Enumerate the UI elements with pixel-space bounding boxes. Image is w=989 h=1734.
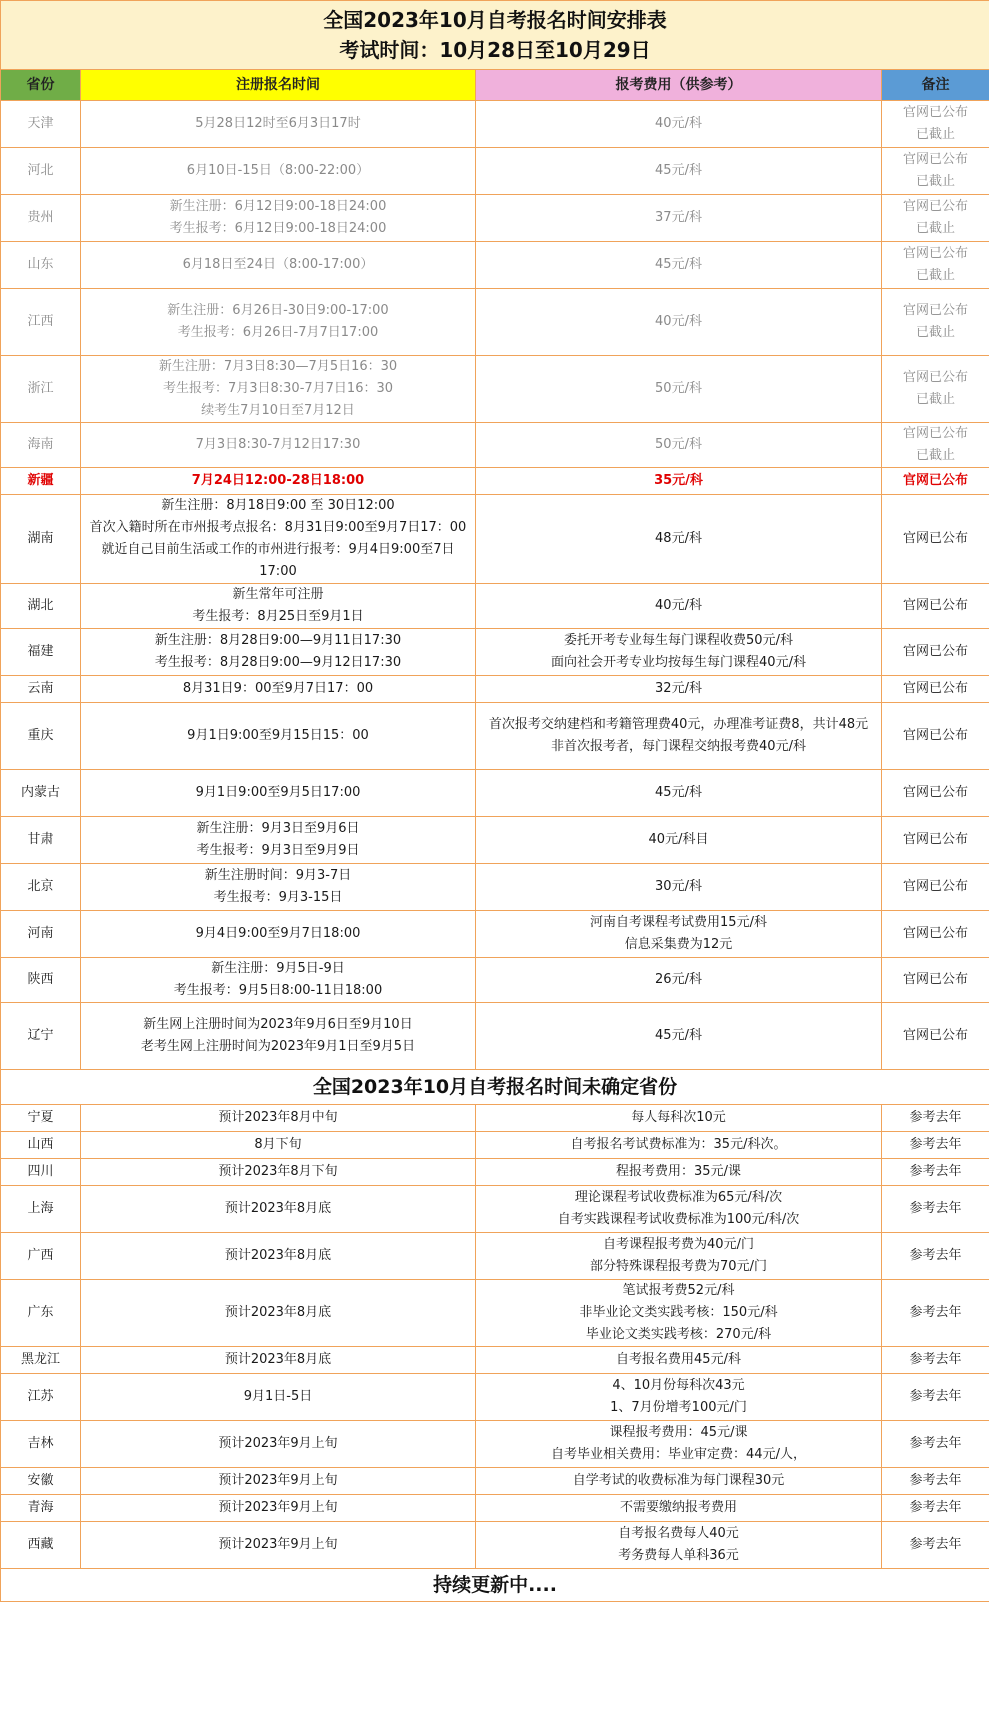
fee-cell-line: 课程报考费用：45元/课 <box>609 1425 748 1440</box>
note-cell <box>882 1186 989 1233</box>
register-time-cell-line: 8月下旬 <box>254 1137 302 1152</box>
table-row <box>1 770 989 817</box>
fee-cell-line: 考务费每人单科36元 <box>618 1548 739 1563</box>
table-row <box>1 1347 989 1374</box>
register-time-cell <box>81 584 476 629</box>
register-time-cell <box>81 817 476 864</box>
note-cell-line: 官网已公布 <box>902 681 968 696</box>
fee-cell-line: 面向社会开考专业均按每生每门课程40元/科 <box>551 655 806 670</box>
note-cell-line: 已截止 <box>915 221 955 236</box>
fee-cell <box>476 770 882 817</box>
note-cell-line: 官网已公布 <box>902 199 968 214</box>
note-cell <box>882 1159 989 1186</box>
fee-cell <box>476 584 882 629</box>
table-row <box>1 423 989 468</box>
note-cell <box>882 676 989 703</box>
table-row <box>1 1495 989 1522</box>
fee-cell-line: 委托开考专业每生每门课程收费50元/科 <box>564 633 793 648</box>
fee-cell <box>476 423 882 468</box>
footer-row <box>1 1569 989 1602</box>
note-cell <box>882 1468 989 1495</box>
register-time-cell <box>81 356 476 423</box>
register-time-cell <box>81 289 476 356</box>
note-cell <box>882 1003 989 1070</box>
province-cell: 浙江 <box>1 356 81 423</box>
register-time-cell <box>81 423 476 468</box>
register-time-cell-line: 预计2023年8月底 <box>224 1305 332 1320</box>
fee-cell-line: 45元/科 <box>655 257 702 272</box>
fee-cell <box>476 911 882 958</box>
note-cell-line: 已截止 <box>915 325 955 340</box>
fee-cell-line: 45元/科 <box>655 163 702 178</box>
fee-cell <box>476 958 882 1003</box>
table-row <box>1 1522 989 1569</box>
note-cell-line: 参考去年 <box>909 1500 962 1515</box>
note-cell-line: 参考去年 <box>909 1110 962 1125</box>
note-cell <box>882 1374 989 1421</box>
note-cell-line: 官网已公布 <box>902 644 968 659</box>
fee-cell <box>476 676 882 703</box>
note-cell-line: 参考去年 <box>909 1164 962 1179</box>
table-row <box>1 495 989 584</box>
note-cell-line: 已截止 <box>915 448 955 463</box>
register-time-cell <box>81 1522 476 1569</box>
table-row <box>1 584 989 629</box>
table-row <box>1 1105 989 1132</box>
note-cell <box>882 495 989 584</box>
province-cell: 湖北 <box>1 584 81 629</box>
table-row <box>1 676 989 703</box>
table-row <box>1 911 989 958</box>
fee-cell-line: 45元/科 <box>655 785 702 800</box>
fee-cell-line: 48元/科 <box>655 531 702 546</box>
fee-cell-line: 自学考试的收费标准为每门课程30元 <box>572 1473 785 1488</box>
fee-cell-line: 40元/科 <box>655 116 702 131</box>
header-province: 省份 <box>1 70 81 101</box>
register-time-cell <box>81 148 476 195</box>
register-time-cell-line: 考生报考：6月12日9:00-18日24:00 <box>169 221 387 236</box>
register-time-cell-line: 预计2023年8月底 <box>224 1201 332 1216</box>
province-cell: 黑龙江 <box>1 1347 81 1374</box>
province-cell: 重庆 <box>1 703 81 770</box>
province-cell: 福建 <box>1 629 81 676</box>
table-row <box>1 1159 989 1186</box>
note-cell-line: 官网已公布 <box>902 246 968 261</box>
note-cell-line: 官网已公布 <box>902 879 968 894</box>
register-time-cell-line: 新生注册：6月12日9:00-18日24:00 <box>169 199 387 214</box>
fee-cell-line: 每人每科次10元 <box>631 1110 726 1125</box>
fee-cell <box>476 1468 882 1495</box>
note-cell <box>882 1495 989 1522</box>
register-time-cell-line: 新生注册：7月3日8:30—7月5日16：30 <box>158 359 398 374</box>
table-row <box>1 1421 989 1468</box>
note-cell <box>882 1280 989 1347</box>
province-cell: 吉林 <box>1 1421 81 1468</box>
note-cell <box>882 242 989 289</box>
register-time-cell <box>81 1159 476 1186</box>
note-cell <box>882 1105 989 1132</box>
note-cell <box>882 1132 989 1159</box>
province-cell: 北京 <box>1 864 81 911</box>
register-time-cell <box>81 101 476 148</box>
register-time-cell <box>81 468 476 495</box>
province-cell: 江苏 <box>1 1374 81 1421</box>
register-time-cell-line: 预计2023年8月底 <box>224 1248 332 1263</box>
fee-cell <box>476 101 882 148</box>
register-time-cell-line: 预计2023年8月中旬 <box>218 1110 338 1125</box>
register-time-cell-line: 考生报考：8月25日至9月1日 <box>192 609 364 624</box>
note-cell-line: 官网已公布 <box>902 370 968 385</box>
fee-cell-line: 26元/科 <box>655 972 702 987</box>
register-time-cell <box>81 195 476 242</box>
register-time-cell <box>81 770 476 817</box>
province-cell: 河北 <box>1 148 81 195</box>
register-time-cell-line: 续考生7月10日至7月12日 <box>201 403 355 418</box>
note-cell-line: 已截止 <box>915 127 955 142</box>
note-cell <box>882 1421 989 1468</box>
fee-cell-line: 自考课程报考费为40元/门 <box>603 1237 754 1252</box>
province-cell: 山西 <box>1 1132 81 1159</box>
register-time-cell-line: 新生注册：6月26日-30日9:00-17:00 <box>167 303 389 318</box>
register-time-cell <box>81 676 476 703</box>
register-time-cell-line: 考生报考：8月28日9:00—9月12日17:30 <box>154 655 402 670</box>
note-cell-line: 官网已公布 <box>902 303 968 318</box>
register-time-cell-line: 8月31日9：00至9月7日17：00 <box>182 681 374 696</box>
fee-cell <box>476 629 882 676</box>
fee-cell <box>476 703 882 770</box>
register-time-cell-line: 就近自己目前生活或工作的市州进行报考：9月4日9:00至7日17:00 <box>101 542 455 579</box>
fee-cell-line: 37元/科 <box>655 210 702 225</box>
fee-cell-line: 自考报名费每人40元 <box>618 1526 739 1541</box>
register-time-cell <box>81 495 476 584</box>
province-cell: 甘肃 <box>1 817 81 864</box>
table-row <box>1 817 989 864</box>
register-time-cell <box>81 1421 476 1468</box>
register-time-cell-line: 7月24日12:00-28日18:00 <box>191 473 365 488</box>
fee-cell-line: 1、7月份增考100元/门 <box>610 1400 747 1415</box>
province-cell: 宁夏 <box>1 1105 81 1132</box>
table-row <box>1 1186 989 1233</box>
register-time-cell-line: 老考生网上注册时间为2023年9月1日至9月5日 <box>140 1039 416 1054</box>
register-time-cell-line: 6月10日-15日（8:00-22:00） <box>186 163 370 178</box>
note-cell <box>882 770 989 817</box>
note-cell-line: 官网已公布 <box>902 1028 968 1043</box>
note-cell-line: 参考去年 <box>909 1436 962 1451</box>
table-row <box>1 1233 989 1280</box>
register-time-cell-line: 5月28日12时至6月3日17时 <box>195 116 361 131</box>
register-time-cell <box>81 1186 476 1233</box>
province-cell: 辽宁 <box>1 1003 81 1070</box>
note-cell-line: 官网已公布 <box>902 531 968 546</box>
note-cell-line: 官网已公布 <box>902 785 968 800</box>
fee-cell <box>476 1280 882 1347</box>
register-time-cell-line: 6月18日至24日（8:00-17:00） <box>182 257 374 272</box>
fee-cell <box>476 1421 882 1468</box>
province-cell: 河南 <box>1 911 81 958</box>
note-cell-line: 已截止 <box>915 268 955 283</box>
note-cell-line: 参考去年 <box>909 1305 962 1320</box>
note-cell-line: 官网已公布 <box>902 473 968 488</box>
fee-cell-line: 自考报名费用45元/科 <box>616 1352 741 1367</box>
header-note: 备注 <box>882 70 989 101</box>
province-cell: 内蒙古 <box>1 770 81 817</box>
note-cell-line: 官网已公布 <box>902 426 968 441</box>
register-time-cell <box>81 1495 476 1522</box>
province-cell: 山东 <box>1 242 81 289</box>
note-cell-line: 参考去年 <box>909 1137 962 1152</box>
register-time-cell <box>81 911 476 958</box>
register-time-cell <box>81 1468 476 1495</box>
register-time-cell-line: 预计2023年9月上旬 <box>218 1436 338 1451</box>
fee-cell-line: 40元/科 <box>655 314 702 329</box>
fee-cell <box>476 1159 882 1186</box>
table-row <box>1 703 989 770</box>
fee-cell <box>476 1105 882 1132</box>
fee-cell <box>476 148 882 195</box>
register-time-cell-line: 预计2023年9月上旬 <box>218 1500 338 1515</box>
province-cell: 江西 <box>1 289 81 356</box>
table-row <box>1 1132 989 1159</box>
province-cell: 安徽 <box>1 1468 81 1495</box>
province-cell: 广西 <box>1 1233 81 1280</box>
note-cell-line: 参考去年 <box>909 1389 962 1404</box>
footer-note: 持续更新中.... <box>1 1569 989 1602</box>
register-time-cell <box>81 958 476 1003</box>
province-cell: 新疆 <box>1 468 81 495</box>
fee-cell <box>476 1186 882 1233</box>
table-row <box>1 468 989 495</box>
note-cell <box>882 468 989 495</box>
table-row <box>1 148 989 195</box>
register-time-cell-line: 9月1日-5日 <box>243 1389 313 1404</box>
province-cell: 海南 <box>1 423 81 468</box>
note-cell <box>882 1347 989 1374</box>
register-time-cell <box>81 864 476 911</box>
fee-cell <box>476 1495 882 1522</box>
table-row <box>1 289 989 356</box>
note-cell <box>882 703 989 770</box>
province-cell: 陕西 <box>1 958 81 1003</box>
header-register-time: 注册报名时间 <box>81 70 476 101</box>
register-time-cell <box>81 1347 476 1374</box>
province-cell: 西藏 <box>1 1522 81 1569</box>
register-time-cell-line: 新生注册：8月28日9:00—9月11日17:30 <box>154 633 402 648</box>
province-cell: 湖南 <box>1 495 81 584</box>
register-time-cell-line: 新生注册：9月5日-9日 <box>211 961 345 976</box>
note-cell <box>882 911 989 958</box>
province-cell: 青海 <box>1 1495 81 1522</box>
header-fee: 报考费用（供参考） <box>476 70 882 101</box>
fee-cell-line: 非首次报考者，每门课程交纳报考费40元/科 <box>551 739 806 754</box>
fee-cell-line: 部分特殊课程报考费为70元/门 <box>590 1259 767 1274</box>
note-cell-line: 官网已公布 <box>902 832 968 847</box>
table-row <box>1 958 989 1003</box>
register-time-cell-line: 考生报考：9月3-15日 <box>213 890 343 905</box>
note-cell-line: 参考去年 <box>909 1352 962 1367</box>
note-cell <box>882 584 989 629</box>
province-cell: 贵州 <box>1 195 81 242</box>
register-time-cell <box>81 1003 476 1070</box>
fee-cell-line: 35元/科 <box>654 473 703 488</box>
fee-cell <box>476 1374 882 1421</box>
fee-cell-line: 毕业论文类实践考核：270元/科 <box>585 1327 772 1342</box>
note-cell-line: 已截止 <box>915 174 955 189</box>
register-time-cell-line: 新生网上注册时间为2023年9月6日至9月10日 <box>143 1017 413 1032</box>
fee-cell <box>476 1132 882 1159</box>
register-time-cell-line: 预计2023年9月上旬 <box>218 1473 338 1488</box>
register-time-cell-line: 考生报考：6月26日-7月7日17:00 <box>177 325 379 340</box>
note-cell <box>882 1522 989 1569</box>
fee-cell <box>476 1522 882 1569</box>
register-time-cell-line: 7月3日8:30-7月12日17:30 <box>195 437 361 452</box>
table-row <box>1 1003 989 1070</box>
register-time-cell-line: 首次入籍时所在市州报考点报名：8月31日9:00至9月7日17：00 <box>89 520 467 535</box>
sheet-title <box>1 1 989 70</box>
note-cell <box>882 148 989 195</box>
register-time-cell <box>81 242 476 289</box>
fee-cell-line: 45元/科 <box>655 1028 702 1043</box>
table-row <box>1 356 989 423</box>
register-time-cell-line: 新生注册时间：9月3-7日 <box>204 868 352 883</box>
register-time-cell-line: 考生报考：9月3日至9月9日 <box>196 843 360 858</box>
table-row <box>1 1280 989 1347</box>
fee-cell-line: 40元/科 <box>655 598 702 613</box>
fee-cell <box>476 817 882 864</box>
table-row <box>1 1468 989 1495</box>
fee-cell <box>476 289 882 356</box>
register-time-cell-line: 考生报考：7月3日8:30-7月7日16：30 <box>162 381 394 396</box>
fee-cell-line: 河南自考课程考试费用15元/科 <box>590 915 767 930</box>
note-cell-line: 参考去年 <box>909 1473 962 1488</box>
note-cell-line: 官网已公布 <box>902 105 968 120</box>
province-cell: 上海 <box>1 1186 81 1233</box>
register-time-cell <box>81 1233 476 1280</box>
fee-cell <box>476 468 882 495</box>
province-cell: 广东 <box>1 1280 81 1347</box>
note-cell <box>882 101 989 148</box>
note-cell <box>882 423 989 468</box>
register-time-cell-line: 9月4日9:00至9月7日18:00 <box>195 926 361 941</box>
province-cell: 四川 <box>1 1159 81 1186</box>
table-row <box>1 242 989 289</box>
note-cell <box>882 356 989 423</box>
register-time-cell-line: 9月1日9:00至9月15日15：00 <box>187 728 369 743</box>
fee-cell-line: 50元/科 <box>655 437 702 452</box>
register-time-cell <box>81 703 476 770</box>
fee-cell-line: 50元/科 <box>655 381 702 396</box>
note-cell-line: 已截止 <box>915 392 955 407</box>
register-time-cell-line: 新生注册：9月3日至9月6日 <box>196 821 360 836</box>
fee-cell-line: 理论课程考试收费标准为65元/科/次 <box>574 1190 783 1205</box>
note-cell-line: 官网已公布 <box>902 152 968 167</box>
section-row <box>1 1070 989 1105</box>
province-cell: 云南 <box>1 676 81 703</box>
note-cell-line: 官网已公布 <box>902 728 968 743</box>
table-row <box>1 629 989 676</box>
note-cell-line: 参考去年 <box>909 1537 962 1552</box>
fee-cell <box>476 1003 882 1070</box>
fee-cell-line: 不需要缴纳报考费用 <box>619 1500 737 1515</box>
note-cell <box>882 195 989 242</box>
register-time-cell-line: 新生常年可注册 <box>232 587 324 602</box>
register-time-cell-line: 预计2023年9月上旬 <box>218 1537 338 1552</box>
note-cell <box>882 289 989 356</box>
note-cell-line: 官网已公布 <box>902 598 968 613</box>
fee-cell <box>476 242 882 289</box>
title-line-1: 全国2023年10月自考报名时间安排表 <box>323 8 667 32</box>
register-time-cell-line: 9月1日9:00至9月5日17:00 <box>195 785 361 800</box>
note-cell <box>882 864 989 911</box>
table-row <box>1 101 989 148</box>
table-row <box>1 864 989 911</box>
fee-cell <box>476 864 882 911</box>
note-cell-line: 官网已公布 <box>902 972 968 987</box>
note-cell <box>882 629 989 676</box>
unconfirmed-section-title: 全国2023年10月自考报名时间未确定省份 <box>1 1070 989 1105</box>
register-time-cell-line: 考生报考：9月5日8:00-11日18:00 <box>173 983 383 998</box>
fee-cell-line: 40元/科目 <box>648 832 709 847</box>
fee-cell-line: 30元/科 <box>655 879 702 894</box>
fee-cell <box>476 1347 882 1374</box>
note-cell-line: 参考去年 <box>909 1248 962 1263</box>
register-time-cell <box>81 1374 476 1421</box>
register-time-cell <box>81 629 476 676</box>
note-cell <box>882 817 989 864</box>
fee-cell <box>476 495 882 584</box>
register-time-cell <box>81 1280 476 1347</box>
register-time-cell-line: 预计2023年8月下旬 <box>218 1164 338 1179</box>
note-cell <box>882 1233 989 1280</box>
fee-cell-line: 自考实践课程考试收费标准为100元/科/次 <box>557 1212 800 1227</box>
register-time-cell <box>81 1132 476 1159</box>
fee-cell-line: 自考毕业相关费用：毕业审定费：44元/人， <box>551 1447 806 1462</box>
fee-cell-line: 笔试报考费52元/科 <box>622 1283 735 1298</box>
register-time-cell-line: 新生注册：8月18日9:00 至 30日12:00 <box>161 498 395 513</box>
fee-cell-line: 信息采集费为12元 <box>624 937 733 952</box>
fee-cell-line: 首次报考交纳建档和考籍管理费40元，办理准考证费8，共计48元 <box>488 717 869 732</box>
register-time-cell <box>81 1105 476 1132</box>
note-cell <box>882 958 989 1003</box>
register-time-cell-line: 预计2023年8月底 <box>224 1352 332 1367</box>
province-cell: 天津 <box>1 101 81 148</box>
fee-cell-line: 非毕业论文类实践考核：150元/科 <box>579 1305 778 1320</box>
note-cell-line: 官网已公布 <box>902 926 968 941</box>
title-line-2: 考试时间：10月28日至10月29日 <box>339 38 651 62</box>
fee-cell <box>476 356 882 423</box>
fee-cell-line: 4、10月份每科次43元 <box>612 1378 745 1393</box>
fee-cell <box>476 195 882 242</box>
fee-cell-line: 32元/科 <box>655 681 702 696</box>
table-row <box>1 1374 989 1421</box>
table-row <box>1 195 989 242</box>
note-cell-line: 参考去年 <box>909 1201 962 1216</box>
fee-cell <box>476 1233 882 1280</box>
fee-cell-line: 程报考费用：35元/课 <box>616 1164 741 1179</box>
fee-cell-line: 自考报名考试费标准为：35元/科次。 <box>570 1137 787 1152</box>
